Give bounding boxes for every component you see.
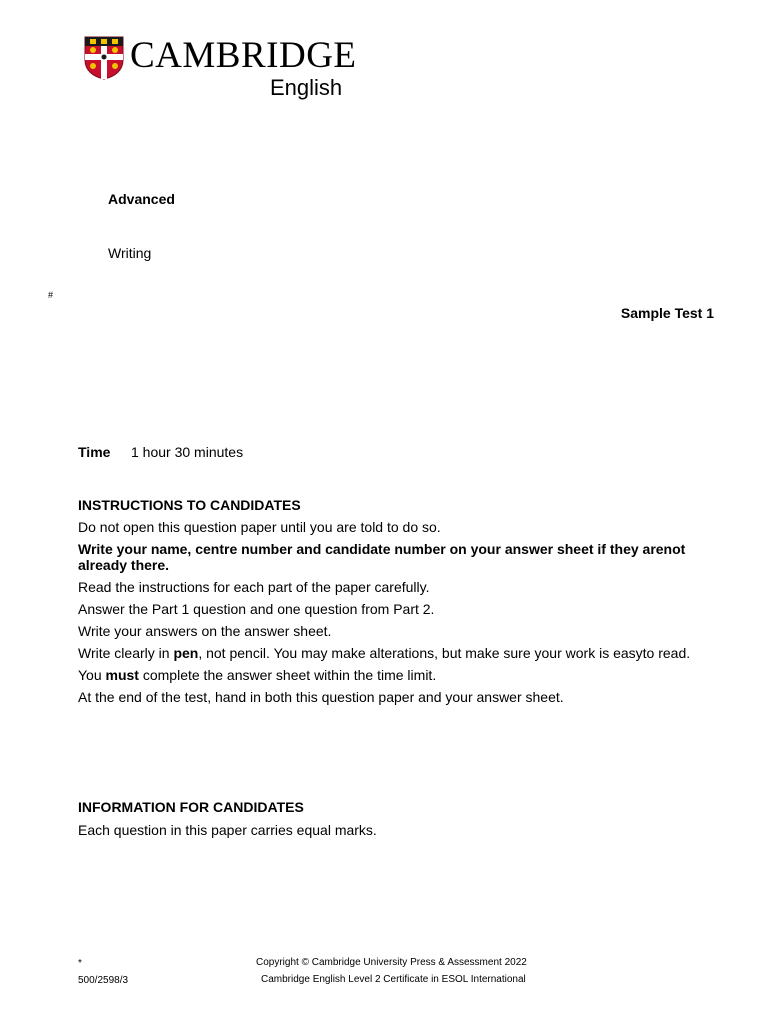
time-value: 1 hour 30 minutes: [131, 444, 244, 460]
instruction-text: complete the answer sheet within the time limit.: [138, 667, 437, 683]
logo-brand-text: CAMBRIDGE: [130, 35, 357, 76]
instruction-line: Read the instructions for each part of the paper carefully.: [78, 579, 430, 595]
information-heading: INFORMATION FOR CANDIDATES: [78, 799, 304, 815]
instruction-line: [78, 667, 692, 683]
instruction-emphasis: must: [105, 667, 139, 683]
paper-name: Writing: [108, 245, 152, 261]
logo-sub-text: English: [270, 75, 343, 100]
footer-copyright: Copyright © Cambridge University Press & Assessment 2022: [256, 957, 527, 968]
page-mark: #: [48, 290, 54, 300]
footer-star: *: [78, 958, 82, 969]
instruction-text: You: [78, 667, 106, 683]
instruction-emphasis: pen: [173, 645, 199, 661]
instruction-text: , not pencil. You may make alterations, but make sure your work is easyto read.: [198, 645, 691, 661]
instructions-section: [78, 497, 692, 711]
cambridge-english-logo: [84, 35, 357, 106]
instruction-line: Write your answers on the answer sheet.: [78, 623, 332, 639]
instruction-line: [78, 645, 692, 661]
instruction-line: Do not open this question paper until you are told to do so.: [78, 519, 441, 535]
sample-test-label: Sample Test 1: [620, 305, 714, 321]
footer-code: 500/2598/3: [78, 975, 129, 986]
instructions-heading: INSTRUCTIONS TO CANDIDATES: [78, 497, 301, 513]
instruction-line: At the end of the test, hand in both this question paper and your answer sheet.: [78, 689, 564, 705]
cambridge-shield-icon: [84, 36, 124, 80]
information-text: Each question in this paper carries equal marks.: [78, 822, 377, 838]
footer-certificate: Cambridge English Level 2 Certificate in ESOL International: [261, 974, 526, 985]
exam-level: Advanced: [108, 191, 175, 207]
instruction-line: Answer the Part 1 question and one question from Part 2.: [78, 601, 435, 617]
time-label: Time: [78, 444, 111, 460]
instruction-text: Write clearly in: [78, 645, 174, 661]
instruction-line: Write your name, centre number and candidate number on your answer sheet if they arenot already there.: [78, 541, 686, 573]
